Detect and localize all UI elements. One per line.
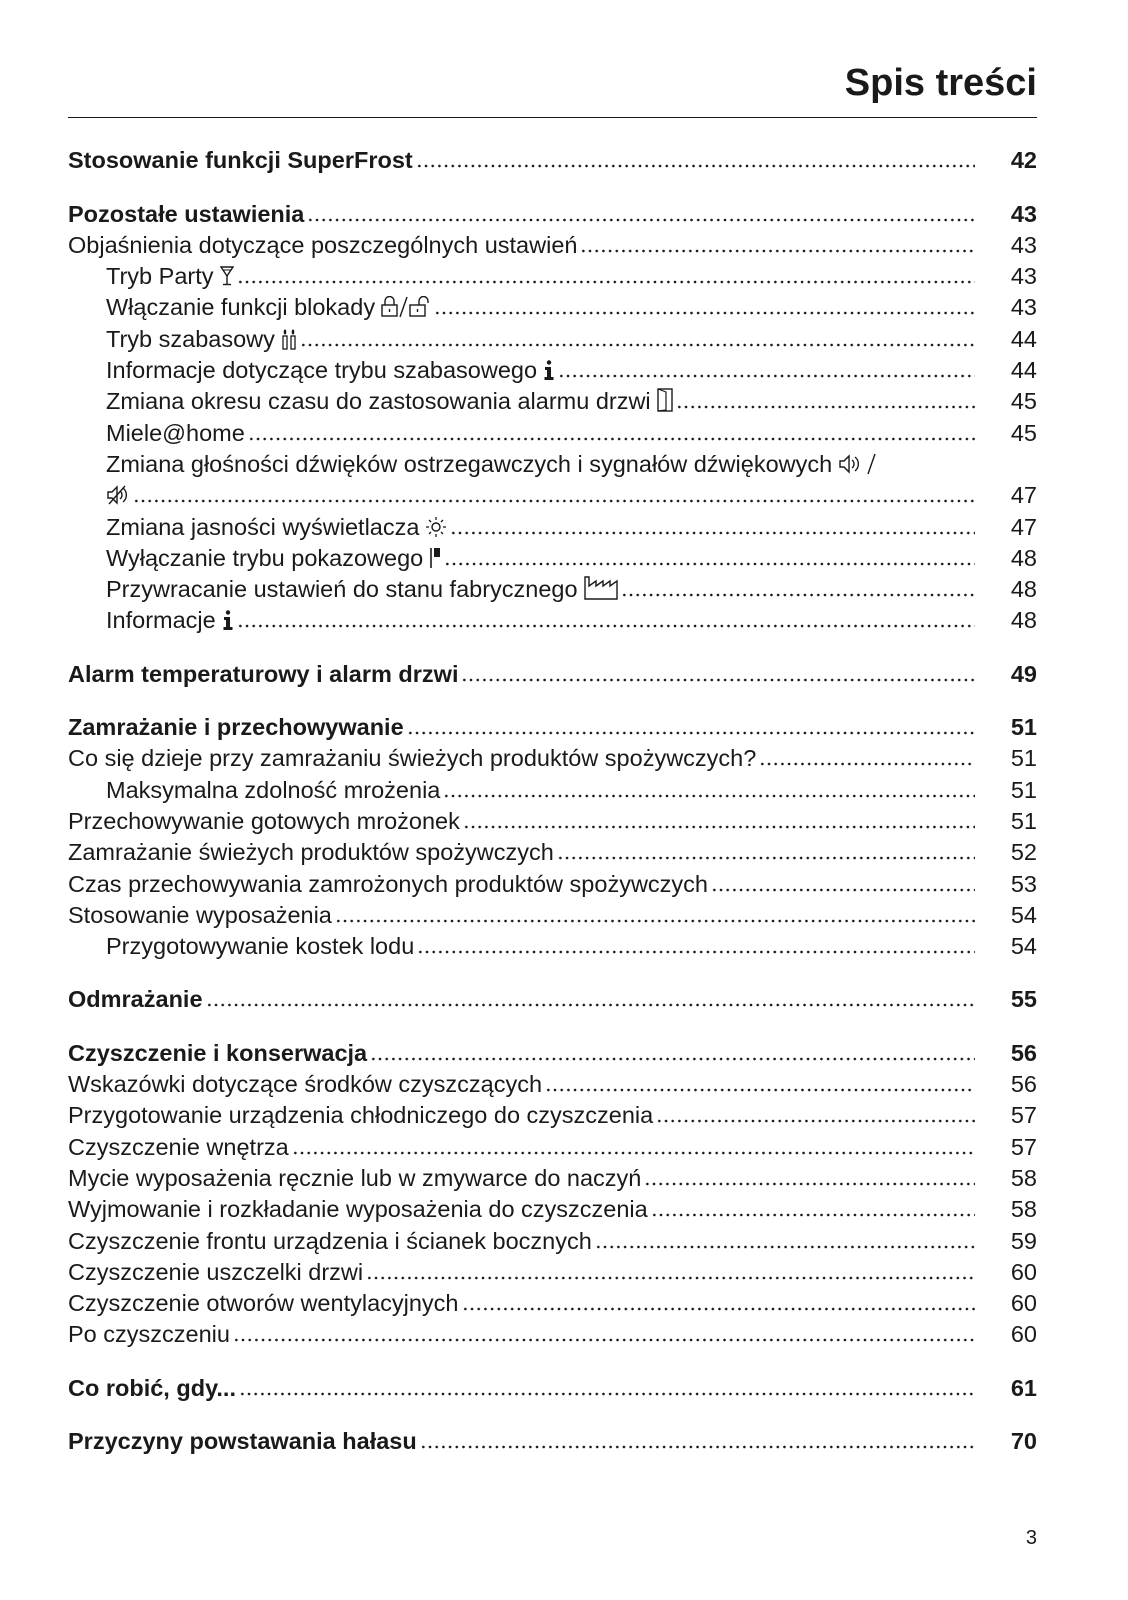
leader-dots (461, 678, 975, 682)
leader-dots (417, 950, 975, 954)
toc-page-number: 48 (1010, 576, 1037, 603)
toc-page-number: 43 (1010, 294, 1037, 321)
toc-entry-title (106, 357, 555, 384)
toc-page-number: 60 (1010, 1290, 1037, 1317)
toc-entry-label: Zmiana głośności dźwięków ostrzegawczych i sygnałów dźwiękowych (106, 450, 833, 477)
toc-page-number: 56 (1010, 1071, 1037, 1098)
toc-entry-title (68, 839, 554, 866)
toc-page-number: 42 (1010, 147, 1037, 174)
toc-page-number: 59 (1010, 1227, 1037, 1254)
leader-dots (450, 531, 975, 535)
toc-entry-label: Stosowanie wyposażenia (68, 901, 332, 928)
toc-entry-label: Alarm temperaturowy i alarm drzwi (68, 660, 459, 687)
toc-entry-title (68, 871, 708, 898)
toc-entry-label: Zmiana jasności wyświetlacza (106, 513, 420, 540)
toc-entry-title (68, 1321, 230, 1348)
toc-entry[interactable] (68, 1161, 1037, 1192)
leader-dots (557, 856, 975, 860)
toc-page-number: 56 (1010, 1039, 1037, 1066)
toc-entry-title (106, 607, 234, 634)
toc-entry-title (106, 545, 441, 572)
leader-dots (292, 1151, 975, 1155)
leader-dots (233, 1338, 975, 1342)
toc-page-number: 57 (1010, 1102, 1037, 1129)
toc-entry[interactable] (68, 1192, 1037, 1223)
toc-entry-label: Maksymalna zdolność mrożenia (106, 776, 441, 803)
toc-entry[interactable] (68, 259, 1037, 290)
toc-entry-label: Zamrażanie i przechowywanie (68, 714, 404, 741)
toc-entry-title (106, 263, 234, 290)
leader-dots (651, 1213, 975, 1217)
toc-entry[interactable] (68, 1424, 1037, 1455)
toc-entry-label: Pozostałe ustawienia (68, 200, 305, 227)
leader-dots (366, 1276, 975, 1280)
toc-entry-title (68, 1102, 653, 1129)
info-icon (543, 359, 555, 381)
toc-entry[interactable] (68, 290, 1037, 321)
toc-entry[interactable] (68, 898, 1037, 929)
sun-icon (425, 516, 447, 538)
toc-entry-title (68, 147, 413, 174)
toc-page-number: 61 (1010, 1374, 1037, 1401)
toc-entry-label: Informacje (106, 607, 216, 634)
toc-entry[interactable] (68, 415, 1037, 446)
toc-entry[interactable] (68, 509, 1037, 540)
toc-entry-label: Przygotowywanie kostek lodu (106, 933, 415, 960)
toc-entry-title (68, 1134, 289, 1161)
toc-page-number: 54 (1010, 933, 1037, 960)
toc-entry-title (106, 482, 130, 509)
toc-entry-title (106, 576, 618, 603)
toc-entry-title (106, 388, 673, 415)
info-icon (222, 609, 234, 631)
toc-entry-label: Tryb Party (106, 263, 214, 290)
toc-entry-label: Czyszczenie uszczelki drzwi (68, 1258, 364, 1285)
lock-unlock-icon (381, 296, 431, 318)
leader-dots (463, 825, 975, 829)
toc-entry[interactable] (68, 1255, 1037, 1286)
toc-page-number: 47 (1010, 513, 1037, 540)
toc-page-number: 53 (1010, 870, 1037, 897)
toc-entry[interactable] (68, 384, 1037, 415)
toc-entry[interactable] (68, 447, 1037, 478)
toc-entry-title (68, 1375, 236, 1402)
page-number: 3 (1025, 1527, 1037, 1549)
toc-entry[interactable] (68, 321, 1037, 352)
leader-dots (444, 562, 975, 566)
toc-entry-label: Przechowywanie gotowych mrożonek (68, 807, 460, 834)
leader-dots (656, 1119, 975, 1123)
toc-page-number: 51 (1010, 776, 1037, 803)
toc-entry-label: Mycie wyposażenia ręcznie lub w zmywarce do naczyń (68, 1164, 642, 1191)
leader-dots (239, 1392, 975, 1396)
toc-entry-title (68, 1196, 648, 1223)
toc-entry-label: Stosowanie funkcji SuperFrost (68, 147, 413, 174)
toc-page-number: 70 (1010, 1427, 1037, 1454)
speaker-on-icon (838, 453, 878, 475)
leader-dots (300, 343, 975, 347)
toc-entry[interactable] (68, 1129, 1037, 1160)
toc-page-number: 60 (1010, 1321, 1037, 1348)
toc-entry-title (68, 1071, 542, 1098)
toc-entry[interactable] (68, 353, 1037, 384)
toc-entry[interactable] (68, 741, 1037, 772)
toc-entry-label: Czas przechowywania zamrożonych produktów spożywczych (68, 870, 708, 897)
toc-entry-label: Objaśnienia dotyczące poszczególnych ustawień (68, 231, 578, 258)
leader-dots (644, 1182, 975, 1186)
toc-entry-label: Włączanie funkcji blokady (106, 294, 376, 321)
toc-entry-title (68, 1165, 641, 1192)
toc-entry-label: Czyszczenie i konserwacja (68, 1039, 368, 1066)
toc-entry-label: Czyszczenie otworów wentylacyjnych (68, 1290, 459, 1317)
toc-page-number: 45 (1010, 388, 1037, 415)
leader-dots (370, 1057, 975, 1061)
leader-dots (434, 311, 975, 315)
toc-entry-label: Przyczyny powstawania hałasu (68, 1427, 417, 1454)
toc-entry-title (68, 1040, 367, 1067)
toc-entry-title (68, 232, 577, 259)
toc-page-number: 58 (1010, 1164, 1037, 1191)
toc-page-number: 43 (1010, 200, 1037, 227)
leader-dots (558, 374, 975, 378)
speaker-off-icon (106, 484, 130, 506)
toc-entry[interactable] (68, 866, 1037, 897)
toc-entry-label: Czyszczenie wnętrza (68, 1133, 289, 1160)
leader-dots (759, 762, 975, 766)
door-icon (657, 388, 673, 412)
toc-entry[interactable] (68, 929, 1037, 960)
toc-entry[interactable] (68, 982, 1037, 1013)
leader-dots (595, 1245, 975, 1249)
toc-entry-label: Przywracanie ustawień do stanu fabrycznego (106, 576, 578, 603)
toc-entry[interactable] (68, 772, 1037, 803)
toc-entry[interactable] (68, 1035, 1037, 1066)
toc-entry-label: Zmiana okresu czasu do zastosowania alarmu drzwi (106, 388, 651, 415)
toc-entry-title (68, 1428, 417, 1455)
toc-entry[interactable] (68, 1223, 1037, 1254)
toc-entry-label: Czyszczenie frontu urządzenia i ścianek bocznych (68, 1227, 592, 1254)
toc-entry[interactable] (68, 804, 1037, 835)
toc-entry[interactable] (68, 710, 1037, 741)
toc-entry-title (68, 201, 304, 228)
toc-entry-title (68, 661, 458, 688)
toc-entry-label: Wyłączanie trybu pokazowego (106, 544, 424, 571)
toc-page-number: 47 (1010, 482, 1037, 509)
toc-page-number: 54 (1010, 901, 1037, 928)
toc-entry[interactable] (68, 196, 1037, 227)
toc-page-number: 51 (1010, 714, 1037, 741)
toc-page-number: 52 (1010, 839, 1037, 866)
toc-entry[interactable] (68, 143, 1037, 174)
toc-entry-title (106, 326, 297, 353)
toc-page-number: 57 (1010, 1133, 1037, 1160)
leader-dots (443, 794, 975, 798)
toc-page-number: 44 (1010, 357, 1037, 384)
toc-entry[interactable] (68, 1098, 1037, 1129)
cocktail-glass-icon (220, 265, 234, 287)
toc-entry-title (68, 1259, 363, 1286)
leader-dots (416, 164, 975, 168)
toc-entry-title (106, 420, 245, 447)
toc-page-number: 60 (1010, 1258, 1037, 1285)
toc-entry-title (106, 514, 447, 541)
toc-entry[interactable] (68, 656, 1037, 687)
toc-entry-label: Wyjmowanie i rozkładanie wyposażenia do czyszczenia (68, 1196, 648, 1223)
leader-dots (711, 888, 975, 892)
leader-dots (237, 624, 975, 628)
page-title: Spis treści (844, 62, 1037, 104)
title-divider (68, 117, 1037, 118)
toc-entry-title (106, 933, 414, 960)
leader-dots (307, 218, 975, 222)
toc-entry-label: Zamrażanie świeżych produktów spożywczych (68, 839, 554, 866)
toc-entry-label: Po czyszczeniu (68, 1321, 230, 1348)
toc-entry-title (106, 451, 878, 478)
toc-entry[interactable] (68, 1370, 1037, 1401)
table-of-contents (68, 143, 1037, 1455)
toc-page-number: 48 (1010, 544, 1037, 571)
toc-entry-label: Tryb szabasowy (106, 325, 275, 352)
toc-entry-label: Odmrażanie (68, 986, 203, 1013)
toc-entry[interactable] (68, 572, 1037, 603)
leader-dots (621, 593, 975, 597)
toc-entry[interactable] (68, 228, 1037, 259)
toc-entry-label: Co się dzieje przy zamrażaniu świeżych produktów spożywczych? (68, 745, 757, 772)
toc-entry[interactable] (68, 541, 1037, 572)
leader-dots (580, 249, 975, 253)
toc-entry-title (106, 777, 440, 804)
leader-dots (462, 1307, 975, 1311)
leader-dots (133, 499, 975, 503)
toc-page-number: 45 (1010, 419, 1037, 446)
toc-page-number: 43 (1010, 263, 1037, 290)
toc-entry-title (68, 902, 332, 929)
leader-dots (335, 919, 975, 923)
toc-entry-label: Wskazówki dotyczące środków czyszczących (68, 1071, 543, 1098)
toc-page-number: 55 (1010, 986, 1037, 1013)
leader-dots (545, 1088, 975, 1092)
toc-entry[interactable] (68, 478, 1037, 509)
toc-entry-title (106, 294, 431, 321)
toc-entry-title (68, 1228, 592, 1255)
leader-dots (206, 1003, 975, 1007)
toc-page-number: 51 (1010, 807, 1037, 834)
toc-page-number: 48 (1010, 607, 1037, 634)
demo-flag-icon (429, 547, 441, 569)
toc-entry-title (68, 808, 460, 835)
toc-page-number: 49 (1010, 660, 1037, 687)
toc-page-number: 58 (1010, 1196, 1037, 1223)
toc-entry[interactable] (68, 1067, 1037, 1098)
toc-entry[interactable] (68, 1286, 1037, 1317)
toc-entry-label: Miele@home (106, 419, 245, 446)
toc-entry-title (68, 986, 203, 1013)
toc-entry-title (68, 714, 404, 741)
toc-entry[interactable] (68, 835, 1037, 866)
toc-entry[interactable] (68, 603, 1037, 634)
toc-page-number: 43 (1010, 231, 1037, 258)
leader-dots (676, 405, 975, 409)
factory-icon (584, 576, 618, 600)
toc-entry[interactable] (68, 1317, 1037, 1348)
toc-entry-label: Informacje dotyczące trybu szabasowego (106, 357, 538, 384)
toc-page-number: 51 (1010, 745, 1037, 772)
leader-dots (237, 280, 975, 284)
leader-dots (407, 731, 975, 735)
leader-dots (420, 1445, 975, 1449)
toc-entry-label: Przygotowanie urządzenia chłodniczego do czyszczenia (68, 1102, 654, 1129)
candles-icon (281, 328, 297, 350)
toc-entry-label: Co robić, gdy... (68, 1374, 236, 1401)
leader-dots (248, 437, 975, 441)
toc-entry-title (68, 1290, 459, 1317)
toc-entry-title (68, 745, 756, 772)
toc-page-number: 44 (1010, 325, 1037, 352)
